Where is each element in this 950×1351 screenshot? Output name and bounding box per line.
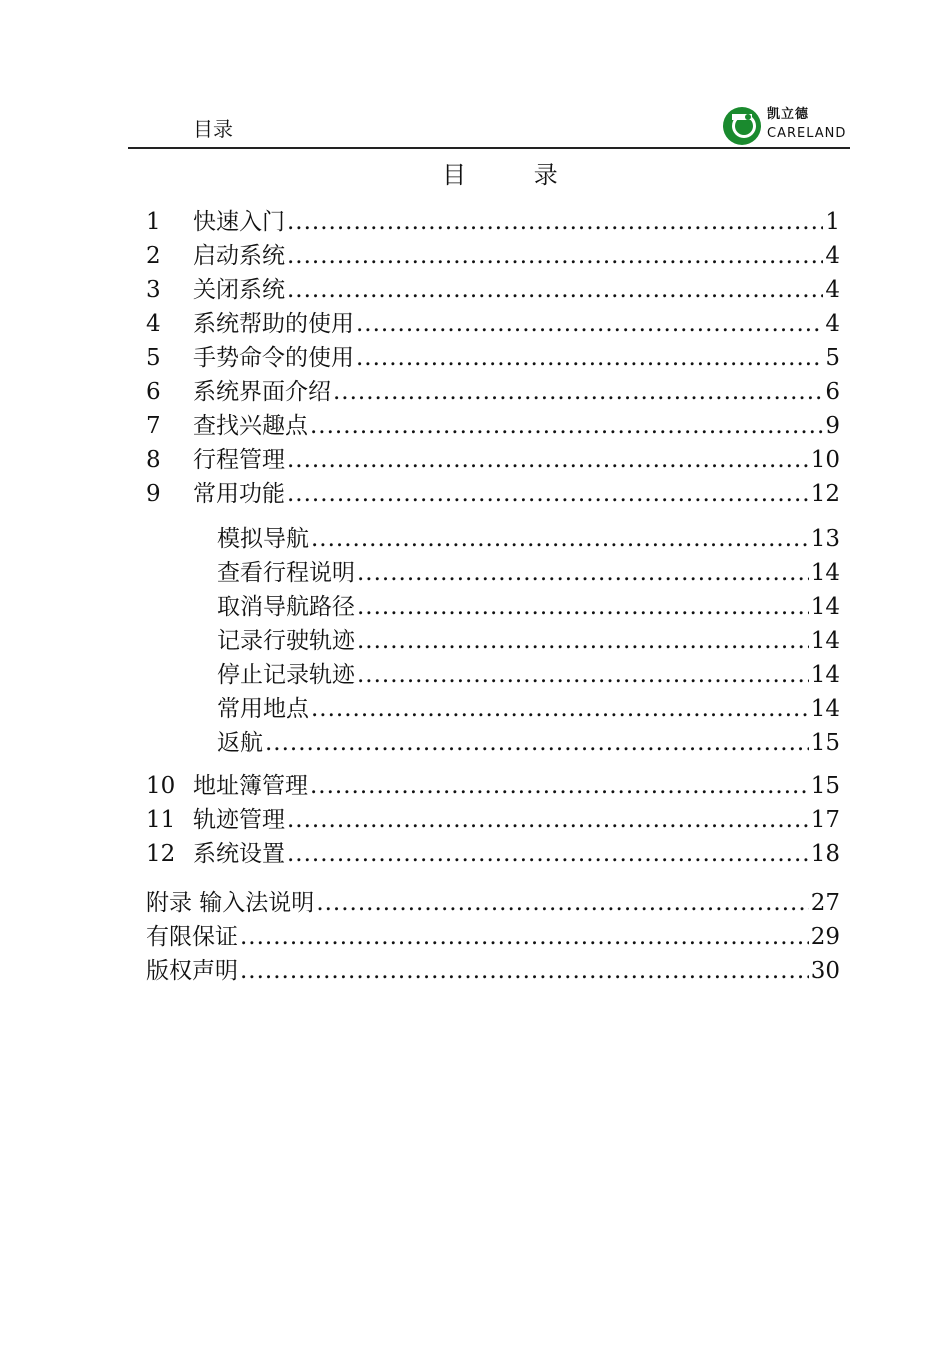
toc-entry-number: 9	[146, 481, 161, 507]
toc-entry-title: 查找兴趣点	[193, 413, 308, 439]
toc-entry-page: 14	[810, 560, 840, 586]
toc-dot-leader	[356, 307, 823, 341]
toc-entry-title: 停止记录轨迹	[217, 662, 355, 688]
toc-entry-title: 轨迹管理	[193, 807, 285, 833]
toc-subentry-4[interactable]	[217, 624, 840, 658]
toc-dot-leader	[356, 341, 823, 375]
toc-entry-number: 2	[146, 243, 161, 269]
toc-appendix-input-method[interactable]	[146, 886, 840, 920]
toc-dot-leader	[240, 920, 809, 954]
toc-entry-6[interactable]	[146, 375, 840, 409]
toc-entry-title: 有限保证	[146, 924, 238, 950]
toc-dot-leader	[357, 624, 809, 658]
toc-subentry-7[interactable]	[217, 726, 840, 760]
toc-subentry-5[interactable]	[217, 658, 840, 692]
toc-dot-leader	[310, 409, 823, 443]
toc-dot-leader	[287, 443, 809, 477]
toc-entry-title: 返航	[217, 730, 263, 756]
toc-entry-number: 4	[146, 311, 161, 337]
toc-entry-page: 29	[810, 924, 840, 950]
logo-english-name: CARELAND	[767, 126, 847, 141]
toc-subentry-3[interactable]	[217, 590, 840, 624]
toc-title: 目 录	[442, 161, 588, 189]
toc-entry-title: 快速入门	[193, 209, 285, 235]
toc-entry-number: 5	[146, 345, 161, 371]
toc-entry-page: 10	[810, 447, 840, 473]
toc-entry-title: 地址簿管理	[193, 773, 308, 799]
toc-entry-number: 7	[146, 413, 161, 439]
toc-dot-leader	[333, 375, 823, 409]
toc-entry-page: 15	[810, 773, 840, 799]
toc-entry-page: 14	[810, 696, 840, 722]
toc-entry-title: 常用功能	[193, 481, 285, 507]
toc-entry-title: 取消导航路径	[217, 594, 355, 620]
toc-entry-title: 附录 输入法说明	[146, 890, 315, 916]
toc-entry-number: 11	[146, 807, 176, 833]
toc-entry-page: 18	[810, 841, 840, 867]
toc-entry-page: 14	[810, 594, 840, 620]
toc-entry-page: 4	[825, 277, 840, 303]
toc-entry-page: 30	[810, 958, 840, 984]
toc-entry-8[interactable]	[146, 443, 840, 477]
toc-entry-page: 5	[825, 345, 840, 371]
toc-appendix-warranty[interactable]	[146, 920, 840, 954]
toc-entry-3[interactable]	[146, 273, 840, 307]
toc-dot-leader	[287, 803, 809, 837]
toc-dot-leader	[357, 590, 809, 624]
toc-entry-number: 6	[146, 379, 161, 405]
toc-entry-page: 4	[825, 243, 840, 269]
toc-entry-title: 版权声明	[146, 958, 238, 984]
toc-entry-10[interactable]	[146, 769, 840, 803]
toc-entry-title: 查看行程说明	[217, 560, 355, 586]
logo-chinese-name: 凯立德	[767, 107, 810, 122]
toc-entry-title: 系统帮助的使用	[193, 311, 354, 337]
toc-entry-title: 关闭系统	[193, 277, 285, 303]
toc-dot-leader	[287, 273, 823, 307]
toc-entry-number: 3	[146, 277, 161, 303]
toc-entry-page: 14	[810, 662, 840, 688]
toc-dot-leader	[316, 886, 808, 920]
toc-dot-leader	[265, 726, 809, 760]
toc-entry-12[interactable]	[146, 837, 840, 871]
toc-dot-leader	[287, 205, 823, 239]
toc-entry-title: 常用地点	[217, 696, 309, 722]
toc-entry-title: 手势命令的使用	[193, 345, 354, 371]
toc-entry-number: 12	[146, 841, 176, 867]
toc-entry-number: 1	[146, 209, 161, 235]
toc-entry-title: 记录行驶轨迹	[217, 628, 355, 654]
toc-dot-leader	[287, 477, 809, 511]
toc-entry-4[interactable]	[146, 307, 840, 341]
toc-entry-title: 行程管理	[193, 447, 285, 473]
toc-entry-11[interactable]	[146, 803, 840, 837]
toc-entry-7[interactable]	[146, 409, 840, 443]
toc-entry-2[interactable]	[146, 239, 840, 273]
toc-dot-leader	[357, 658, 809, 692]
toc-entry-page: 13	[810, 526, 840, 552]
toc-entry-title: 系统界面介绍	[193, 379, 331, 405]
toc-entry-title: 系统设置	[193, 841, 285, 867]
toc-dot-leader	[287, 837, 809, 871]
toc-entry-page: 17	[810, 807, 840, 833]
toc-entry-number: 10	[146, 773, 176, 799]
toc-appendix-copyright[interactable]	[146, 954, 840, 988]
toc-entry-page: 14	[810, 628, 840, 654]
running-head: 目录	[193, 117, 233, 141]
toc-entry-page: 1	[825, 209, 840, 235]
toc-subentry-1[interactable]	[217, 522, 840, 556]
toc-entry-title: 模拟导航	[217, 526, 309, 552]
toc-dot-leader	[311, 522, 809, 556]
toc-entry-9[interactable]	[146, 477, 840, 511]
toc-subentry-6[interactable]	[217, 692, 840, 726]
toc-entry-page: 12	[810, 481, 840, 507]
toc-entry-page: 27	[810, 890, 840, 916]
toc-subentry-2[interactable]	[217, 556, 840, 590]
toc-entry-number: 8	[146, 447, 161, 473]
toc-entry-1[interactable]	[146, 205, 840, 239]
toc-entry-page: 6	[825, 379, 840, 405]
toc-entry-page: 15	[810, 730, 840, 756]
toc-entry-5[interactable]	[146, 341, 840, 375]
toc-dot-leader	[311, 692, 809, 726]
toc-entry-title: 启动系统	[193, 243, 285, 269]
toc-entry-page: 4	[825, 311, 840, 337]
toc-dot-leader	[240, 954, 809, 988]
toc-dot-leader	[310, 769, 809, 803]
toc-entry-page: 9	[825, 413, 840, 439]
toc-dot-leader	[357, 556, 809, 590]
toc-dot-leader	[287, 239, 823, 273]
